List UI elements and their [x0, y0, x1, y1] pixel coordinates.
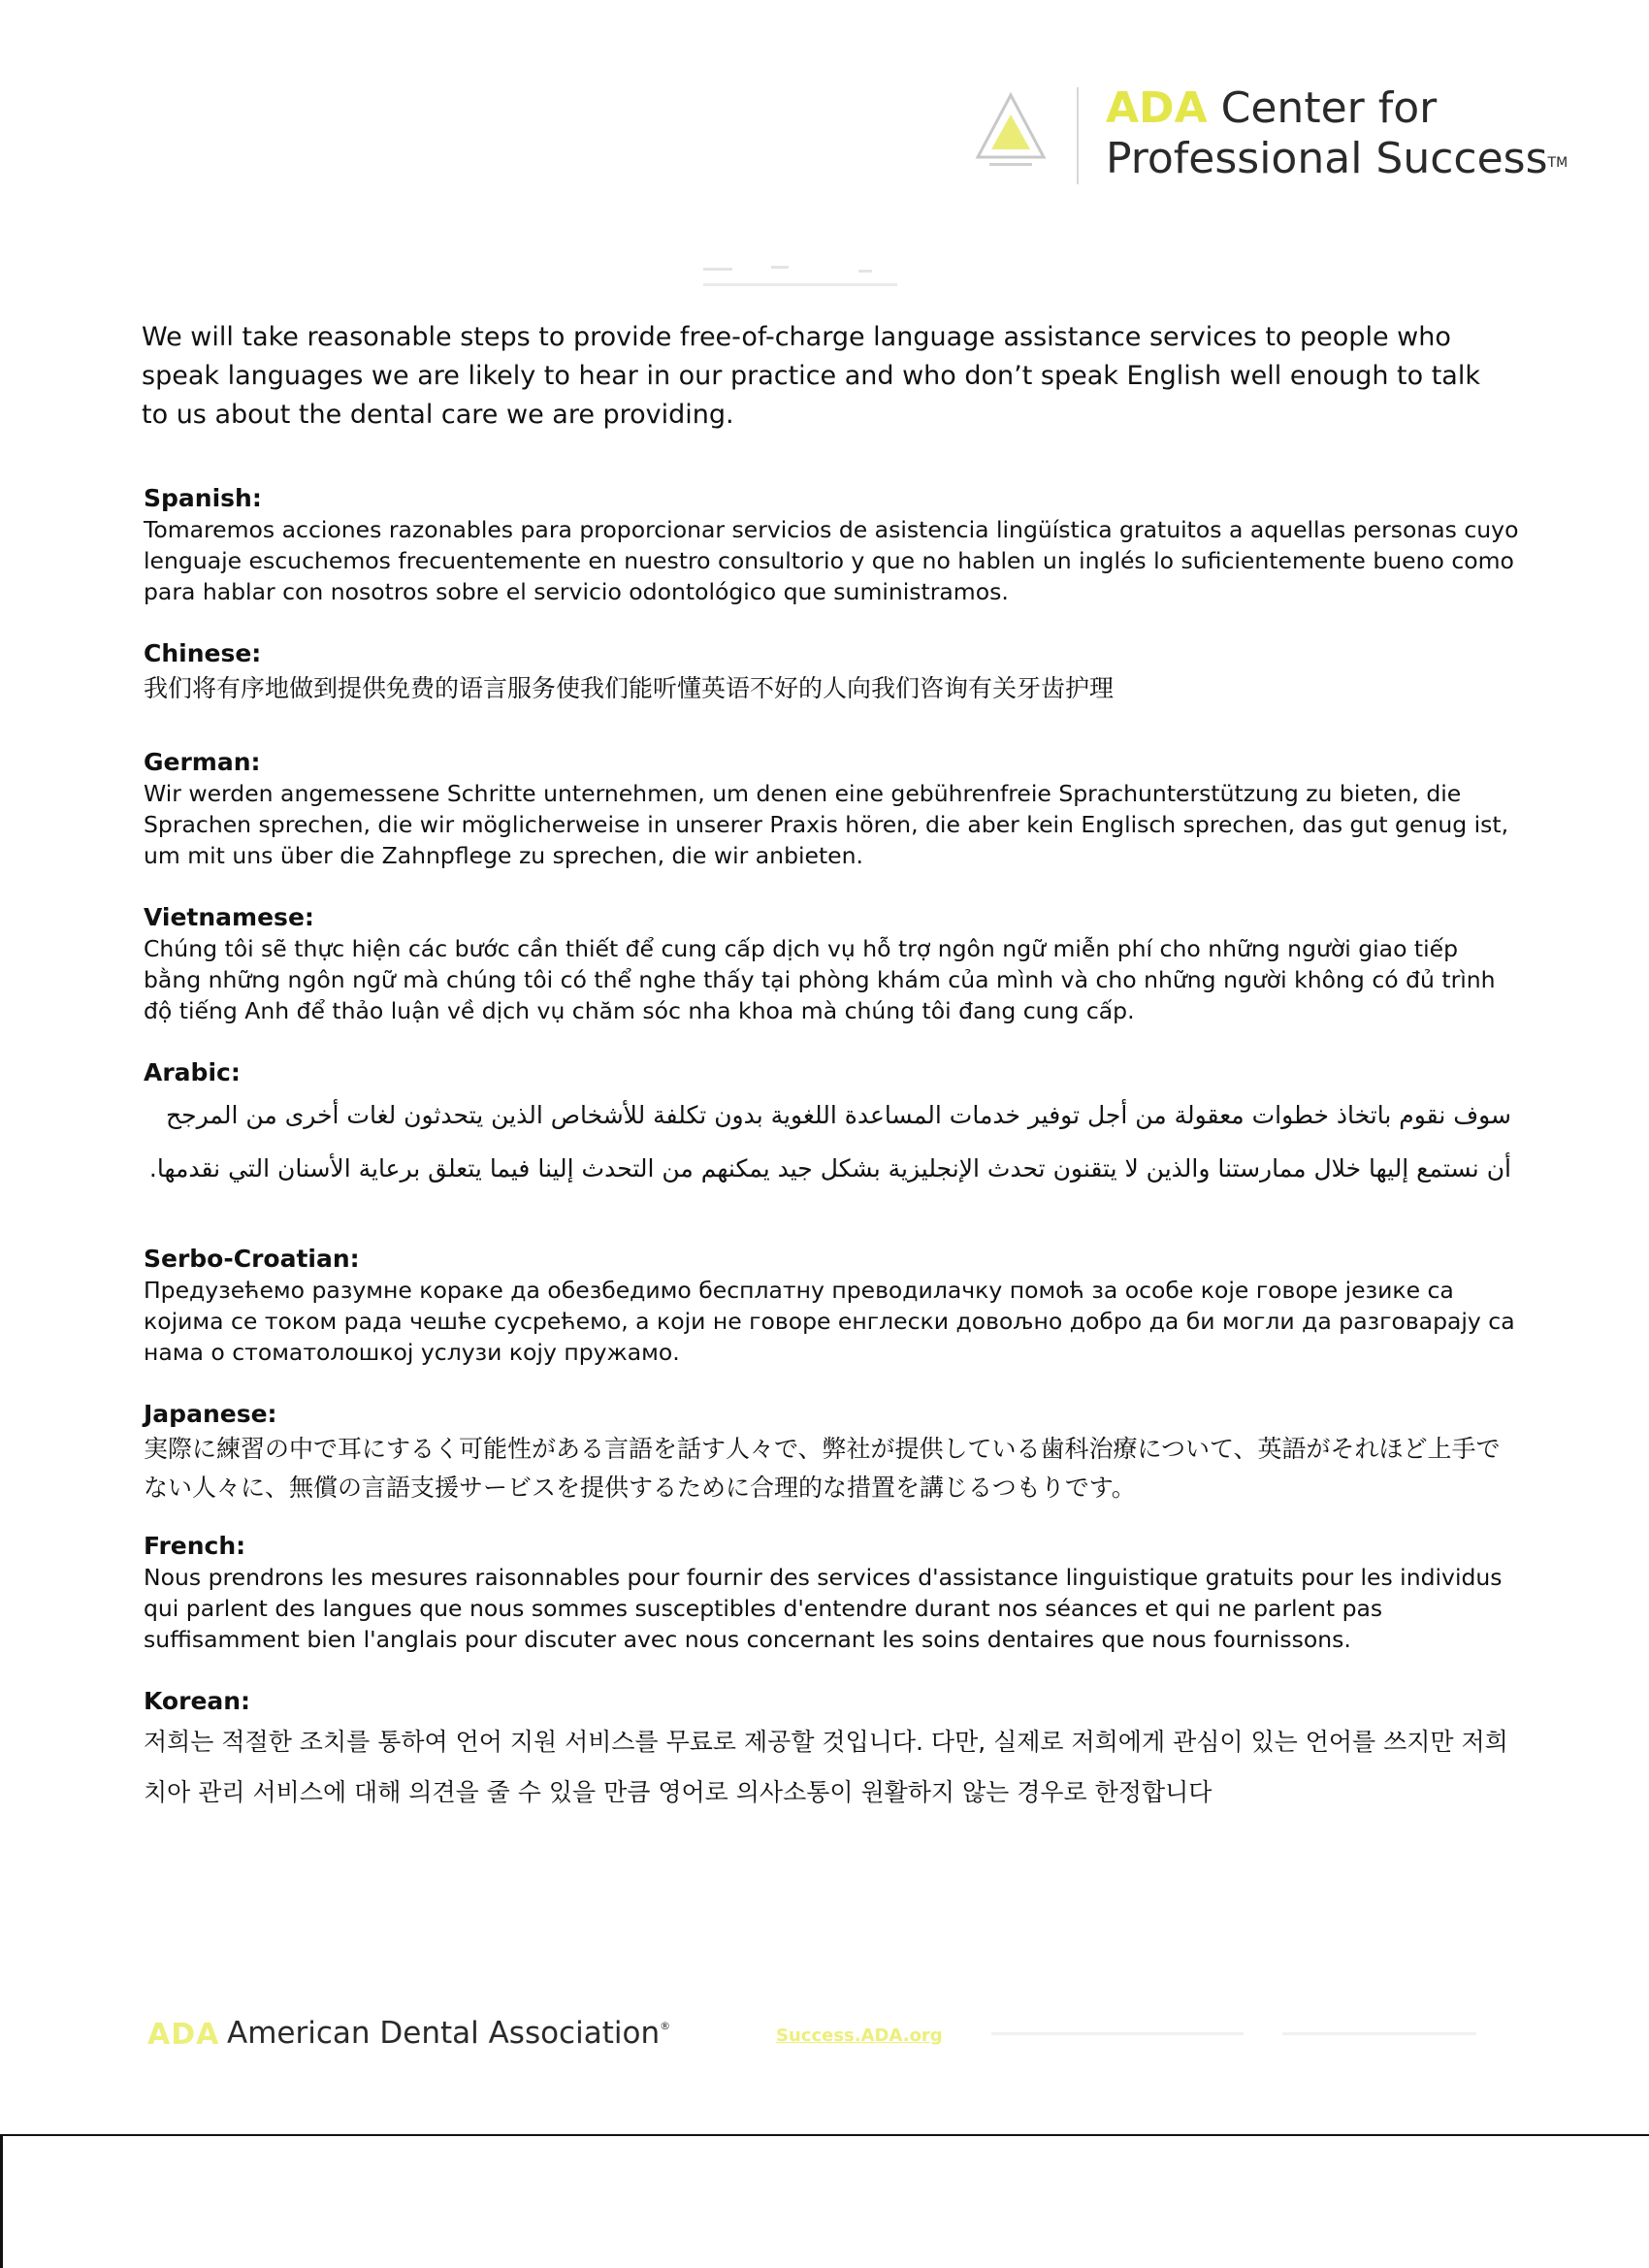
section-serbo-croatian — [144, 1244, 1521, 1368]
section-text: Предузећемо разумне кораке да обезбедимо бесплатну преводилачку помоћ за особе које говоре језике са којима се током рада чешће сусрећемо, а који не говоре енглески довољно добро да би могли да разговарају са нама о стоматолошкој услузи коју пружамо. — [144, 1277, 1515, 1366]
section-vietnamese — [144, 902, 1521, 1026]
logo-wordmark — [1106, 83, 1568, 184]
logo-divider — [1077, 87, 1079, 184]
scan-artifact — [991, 2027, 1593, 2041]
footer-organization-name: American Dental Association — [227, 2016, 661, 2051]
section-text: Tomaremos acciones razonables para proporcionar servicios de asistencia lingüística gratuitos a aquellas personas cuyo lenguaje escuchemos frecuentemente en nuestro consultorio y que no hablen un inglés lo suficientemente bueno como para hablar con nosotros sobre el servicio odontológico que suministramos. — [144, 516, 1519, 605]
section-text: Nous prendrons les mesures raisonnables pour fournir des services d'assistance linguistique gratuits pour les individus qui parlent des langues que nous sommes susceptibles d'entendre durant nos séances et qui ne parlent pas suffisamment bien l'anglais pour discuter avec nous concernant les soins dentaires que nous fournissons. — [144, 1564, 1503, 1653]
scan-artifact — [703, 264, 936, 293]
section-label: German: — [144, 748, 261, 776]
trademark-mark: TM — [1547, 155, 1568, 171]
intro-paragraph: We will take reasonable steps to provide free-of-charge language assistance services to people who speak languages we are likely to hear in our practice and who don’t speak English well enough to talk to us about the dental care we are providing. — [142, 322, 1480, 430]
section-chinese — [144, 638, 1521, 708]
section-text: سوف نقوم باتخاذ خطوات معقولة من أجل توفير خدمات المساعدة اللغوية بدون تكلفة للأشخاص الذين يتحدثون لغات أخرى من المرجح أن نستمع إليها خلال ممارستنا والذين لا يتقنون تحدث الإنجليزية بشكل جيد يمكنهم من التحدث إلينا فيما يتعلق برعاية الأسنان التي نقدمها. — [148, 1101, 1511, 1183]
section-korean — [144, 1686, 1521, 1818]
logo-acronym: ADA — [1106, 83, 1208, 133]
section-text: 저희는 적절한 조치를 통하여 언어 지원 서비스를 무료로 제공할 것입니다. 다만, 실제로 저희에게 관심이 있는 언어를 쓰지만 저희 치아 관리 서비스에 대해 의견을 줄 수 있을 만큼 영어로 의사소통이 원활하지 않는 경우로 한정합니다 — [144, 1728, 1508, 1806]
footer-organization — [227, 2016, 670, 2051]
section-label: Vietnamese: — [144, 903, 314, 931]
section-text: 我们将有序地做到提供免费的语言服务使我们能听懂英语不好的人向我们咨询有关牙齿护理 — [144, 674, 1115, 702]
footer-acronym: ADA — [147, 2018, 220, 2052]
logo-line2: Professional Success — [1106, 134, 1548, 183]
section-label: Korean: — [144, 1687, 251, 1715]
ada-logo-icon — [970, 89, 1051, 177]
section-label: Spanish: — [144, 484, 262, 512]
section-arabic — [144, 1057, 1521, 1195]
section-japanese — [144, 1399, 1521, 1507]
scan-border — [0, 2134, 1649, 2268]
section-label: French: — [144, 1532, 246, 1560]
footer-link[interactable]: Success.ADA.org — [776, 2025, 943, 2046]
section-label: Serbo-Croatian: — [144, 1245, 360, 1273]
section-text: Chúng tôi sẽ thực hiện các bước cần thiết để cung cấp dịch vụ hỗ trợ ngôn ngữ miễn phí cho những người giao tiếp bằng những ngôn ngữ mà chúng tôi có thể nghe thấy tại phòng khám của mình và cho những người không có đủ trình độ tiếng Anh để thảo luận về dịch vụ chăm sóc nha khoa mà chúng tôi đang cung cấp. — [144, 935, 1496, 1024]
logo-line1: Center for — [1220, 83, 1438, 133]
ada-cps-logo — [970, 78, 1591, 194]
section-text: Wir werden angemessene Schritte unternehmen, um denen eine gebührenfreie Sprachunterstützung zu bieten, die Sprachen sprechen, die wir möglicherweise in unserer Praxis hören, die aber kein Englisch sprechen, das gut genug ist, um mit uns über die Zahnpflege zu sprechen, die wir anbieten. — [144, 780, 1509, 869]
section-label: Japanese: — [144, 1400, 277, 1428]
section-german — [144, 747, 1521, 871]
registered-mark: ® — [660, 2020, 671, 2032]
section-label: Chinese: — [144, 639, 262, 667]
section-french — [144, 1531, 1521, 1655]
section-label: Arabic: — [144, 1058, 241, 1086]
page-footer — [147, 2014, 1505, 2062]
section-spanish — [144, 483, 1521, 607]
section-text: 実際に練習の中で耳にするく可能性がある言語を話す人々で、弊社が提供している歯科治療について、英語がそれほど上手でない人々に、無償の言語支援サービスを提供するために合理的な措置を講じるつもりです。 — [144, 1435, 1501, 1502]
